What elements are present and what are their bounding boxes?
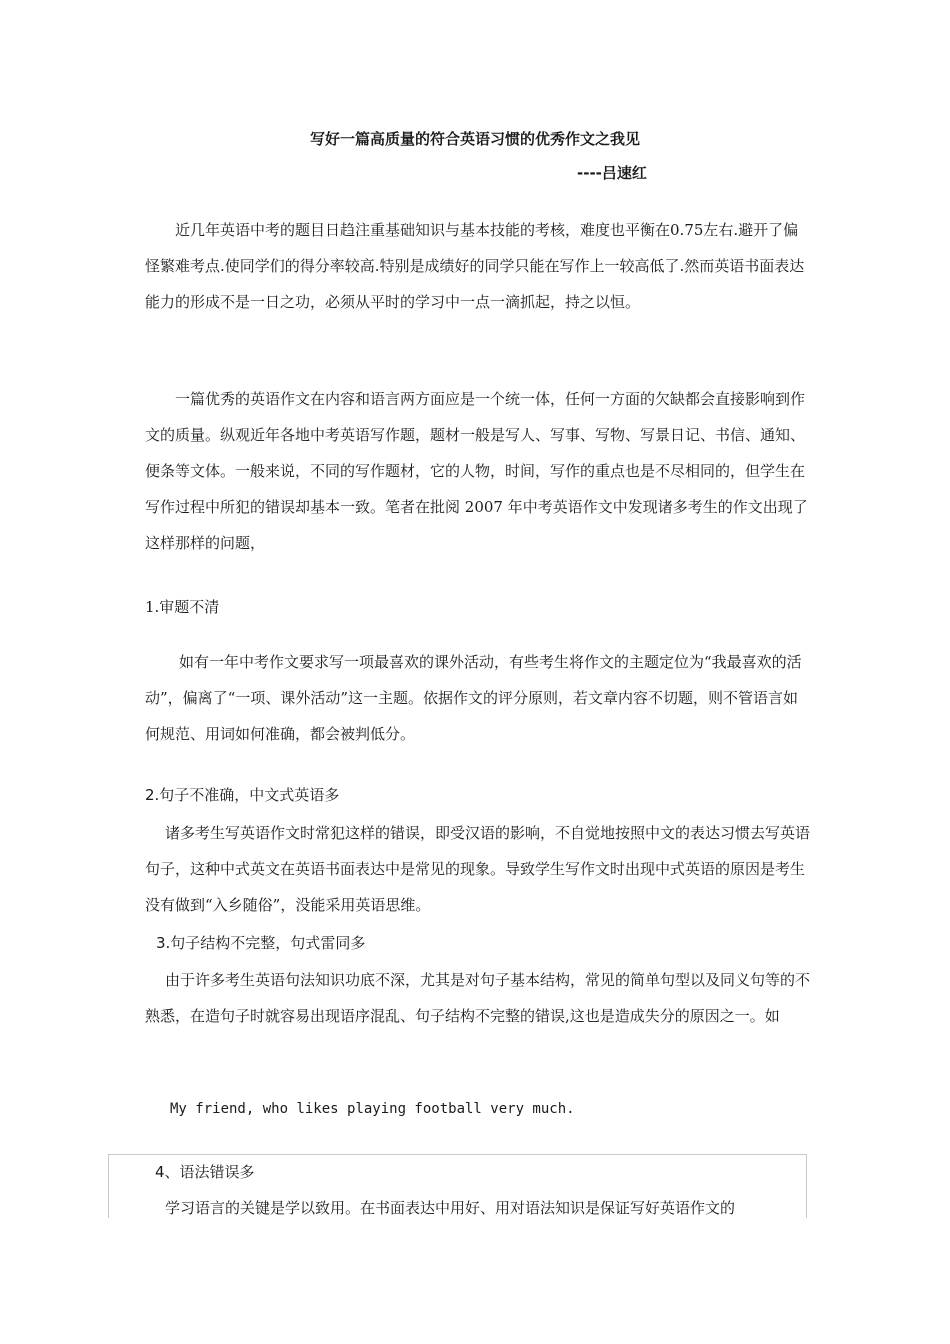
paragraph-section-3: 由于许多考生英语句法知识功底不深，尤其是对句子基本结构，常见的简单句型以及同义句等的不熟悉，在造句子时就容易出现语序混乱、句子结构不完整的错误,这也是造成失分的原因之一。如 xyxy=(145,971,811,1025)
paragraph-section-1: 如有一年中考作文要求写一项最喜欢的课外活动，有些考生将作文的主题定位为“我最喜欢的活动”，偏离了“一项、课外活动”这一主题。依据作文的评分原则，若文章内容不切题，则不管语言如何规范、用词如何准确，都会被判低分。 xyxy=(145,653,802,743)
example-sentence: My friend, who likes playing football very much. xyxy=(170,1101,575,1117)
paragraph-section-2: 诸多考生写英语作文时常犯这样的错误，即受汉语的影响，不自觉地按照中文的表达习惯去写英语句子，这种中式英文在英语书面表达中是常见的现象。导致学生写作文时出现中式英语的原因是考生没有做到“入乡随俗”，没能采用英语思维。 xyxy=(145,824,811,914)
document-title: 写好一篇高质量的符合英语习惯的优秀作文之我见 xyxy=(309,130,640,148)
document-author: ----吕速红 xyxy=(577,164,647,182)
section-heading-1: 1.审题不清 xyxy=(145,598,220,616)
section-heading-3: 3.句子结构不完整，句式雷同多 xyxy=(156,934,366,952)
section-heading-2: 2.句子不准确，中文式英语多 xyxy=(145,786,340,804)
paragraph-intro: 近几年英语中考的题目日趋注重基础知识与基本技能的考核，难度也平衡在0.75左右.避开了偏怪繁难考点.使同学们的得分率较高.特别是成绩好的同学只能在写作上一较高低了.然而英语书面表达能力的形成不是一日之功，必须从平时的学习中一点一滴抓起，持之以恒。 xyxy=(145,221,805,311)
paragraph-section-4: 学习语言的关键是学以致用。在书面表达中用好、用对语法知识是保证写好英语作文的 xyxy=(165,1199,736,1217)
section-heading-4: 4、语法错误多 xyxy=(155,1163,255,1181)
paragraph-overview: 一篇优秀的英语作文在内容和语言两方面应是一个统一体，任何一方面的欠缺都会直接影响到作文的质量。纵观近年各地中考英语写作题，题材一般是写人、写事、写物、写景日记、书信、通知、便条等文体。一般来说，不同的写作题材，它的人物，时间，写作的重点也是不尽相同的，但学生在写作过程中所犯的错误却基本一致。笔者在批阅 2007 年中考英语作文中发现诸多考生的作文出现了这样那样的问题， xyxy=(145,390,808,552)
section-4-box xyxy=(108,1154,807,1218)
